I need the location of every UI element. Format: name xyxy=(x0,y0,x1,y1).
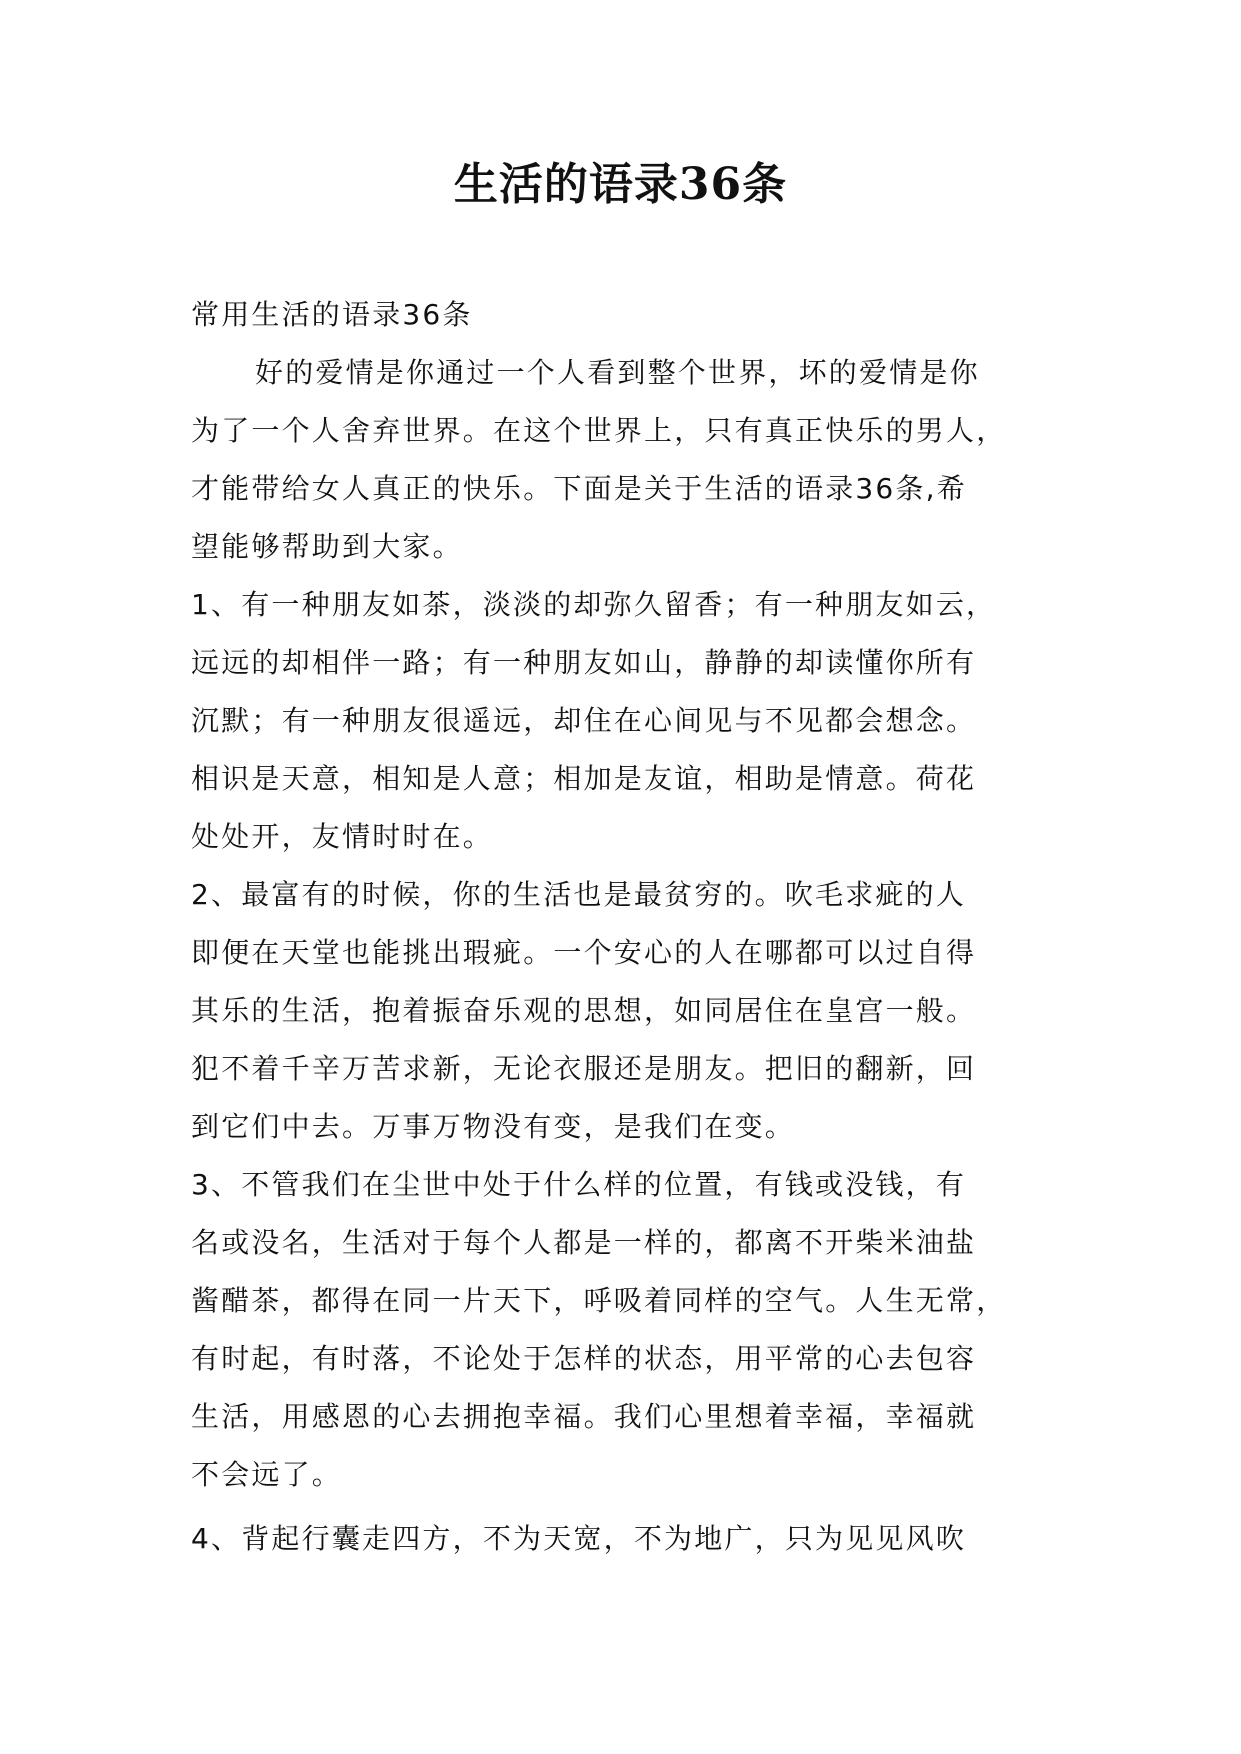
quote-line: 处处开，友情时时在。 xyxy=(191,820,494,853)
intro-line: 才能带给女人真正的快乐。下面是关于生活的语录36条,希 xyxy=(191,472,967,505)
quote-line: 即便在天堂也能挑出瑕疵。一个安心的人在哪都可以过自得 xyxy=(191,936,977,969)
intro-paragraph xyxy=(191,344,1071,576)
intro-line: 好的爱情是你通过一个人看到整个世界，坏的爱情是你 xyxy=(255,356,980,389)
quote-line: 不会远了。 xyxy=(191,1458,343,1491)
quote-line: 3、不管我们在尘世中处于什么样的位置，有钱或没钱，有 xyxy=(191,1168,967,1201)
quote-line: 酱醋茶，都得在同一片天下，呼吸着同样的空气。人生无常， xyxy=(191,1284,1007,1317)
intro-line: 为了一个人舍弃世界。在这个世界上，只有真正快乐的男人， xyxy=(191,414,1007,447)
quote-line: 到它们中去。万事万物没有变，是我们在变。 xyxy=(191,1110,796,1143)
quote-line: 相识是天意，相知是人意；相加是友谊，相助是情意。荷花 xyxy=(191,762,977,795)
quote-item-4 xyxy=(191,1510,1071,1568)
quote-line: 名或没名，生活对于每个人都是一样的，都离不开柴米油盐 xyxy=(191,1226,977,1259)
quote-item-3 xyxy=(191,1156,1071,1504)
quote-item-1 xyxy=(191,576,1071,866)
quote-line: 其乐的生活，抱着振奋乐观的思想，如同居住在皇宫一般。 xyxy=(191,994,977,1027)
quote-line: 犯不着千辛万苦求新，无论衣服还是朋友。把旧的翻新，回 xyxy=(191,1052,977,1085)
document-title: 生活的语录36条 xyxy=(453,159,788,210)
intro-line: 望能够帮助到大家。 xyxy=(191,530,463,563)
document-body xyxy=(191,286,1071,1568)
quote-line: 4、背起行囊走四方，不为天宽，不为地广，只为见见风吹 xyxy=(191,1522,967,1555)
quote-line: 有时起，有时落，不论处于怎样的状态，用平常的心去包容 xyxy=(191,1342,977,1375)
quote-item-2 xyxy=(191,866,1071,1156)
quote-line: 远远的却相伴一路；有一种朋友如山，静静的却读懂你所有 xyxy=(191,646,977,679)
quote-line: 2、最富有的时候，你的生活也是最贫穷的。吹毛求疵的人 xyxy=(191,878,967,911)
quote-line: 生活，用感恩的心去拥抱幸福。我们心里想着幸福，幸福就 xyxy=(191,1400,977,1433)
document-subtitle: 常用生活的语录36条 xyxy=(191,298,473,331)
quote-line: 1、有一种朋友如茶，淡淡的却弥久留香；有一种朋友如云， xyxy=(191,588,997,621)
quote-line: 沉默；有一种朋友很遥远，却住在心间见与不见都会想念。 xyxy=(191,704,977,737)
